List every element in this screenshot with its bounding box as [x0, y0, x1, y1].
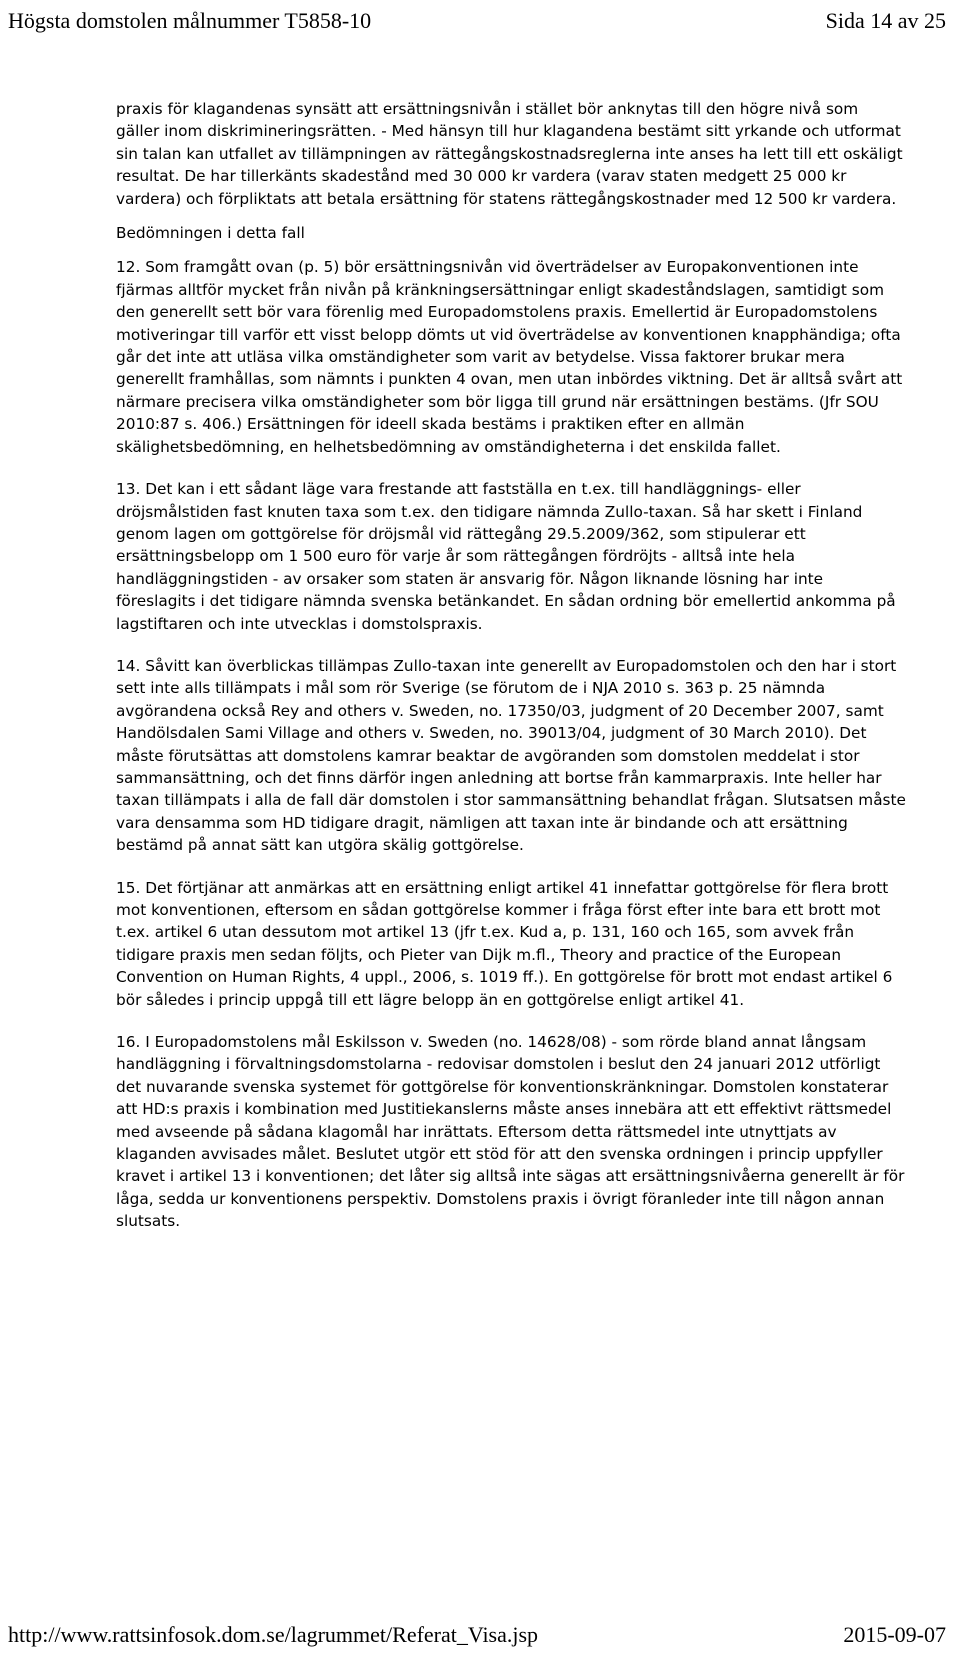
- paragraph-14: 14. Såvitt kan överblickas tillämpas Zullo-taxan inte generellt av Europadomstolen och den har i stort sett inte alls tillämpats i mål som rör Sverige (se förutom de i NJA 2010 s. 363 p. 25 nämnda avgörandena också Rey and others v. Sweden, no. 17350/03, judgment of 20 December 2007, samt Handölsdalen Sami Village and others v. Sweden, no. 39013/04, judgment of 30 March 2010). Det måste förutsättas att domstolens kamrar beaktar de avgöranden som domstolen meddelat i stor sammansättning, och det finns därför ingen anledning att bortse från kammarpraxis. Inte heller har taxan tillämpats i alla de fall där domstolen i stor sammansättning behandlat frågan. Slutsatsen måste vara densamma som HD tidigare dragit, nämligen att taxan inte är bindande och att ersättning bestämd på annat sätt kan utgöra skälig gottgörelse.: [116, 656, 906, 855]
- footer-date: 2015-09-07: [843, 1622, 946, 1647]
- paragraph-15: 15. Det förtjänar att anmärkas att en ersättning enligt artikel 41 innefattar gottgörelse för flera brott mot konventionen, eftersom en sådan gottgörelse kommer i fråga först efter inte bara ett brott mot t.ex. artikel 6 utan dessutom mot artikel 13 (jfr t.ex. Kud a, p. 131, 160 och 165, som avvek från tidigare praxis men sedan följts, och Pieter van Dijk m.fl., Theory and practice of the European Convention on Human Rights, 4 uppl., 2006, s. 1019 ff.). En gottgörelse för brott mot endast artikel 6 bör således i princip uppgå till ett lägre belopp än en gottgörelse enligt artikel 41.: [116, 878, 893, 1009]
- document-body: [116, 98, 906, 1233]
- page-number: Sida 14 av 25: [825, 8, 946, 33]
- paragraph-16: 16. I Europadomstolens mål Eskilsson v. Sweden (no. 14628/08) - som rörde bland annat långsam handläggning i förvaltningsdomstolarna - redovisar domstolen i beslut den 24 januari 2012 utförligt det nuvarande svenska systemet för gottgörelse för konventionskränkningar. Domstolen konstaterar att HD:s praxis i kombination med Justitiekanslerns måste anses innebära att ett effektivt rättsmedel med avseende på sådana klagomål har inrättats. Eftersom detta rättsmedel inte utnyttjats av klaganden avvisades målet. Beslutet utgör ett stöd för att den svenska ordningen i princip uppfyller kravet i artikel 13 i konventionen; det låter sig alltså inte sägas att ersättningsnivåerna generellt är för låga, sedda ur konventionens perspektiv. Domstolens praxis i övrigt föranleder inte till någon annan slutsats.: [116, 1033, 905, 1231]
- paragraph-13: 13. Det kan i ett sådant läge vara frestande att fastställa en t.ex. till handläggnings- eller dröjsmålstiden fast knuten taxa som t.ex. den tidigare nämnda Zullo-taxan. Så har skett i Finland genom lagen om gottgörelse för dröjsmål vid rättegång 29.5.2009/362, som stipulerar ett ersättningsbelopp om 1 500 euro för varje år som rättegången fördröjts - alltså inte hela handläggningstiden - av orsaker som staten är ansvarig för. Någon liknande lösning har inte föreslagits i det tidigare nämnda svenska betänkandet. En sådan ordning bör emellertid ankomma på lagstiftaren och inte utvecklas i domstolspraxis.: [116, 480, 896, 633]
- paragraph-intro: praxis för klagandenas synsätt att ersättningsnivån i stället bör anknytas till den högre nivå som gäller inom diskrimineringsrätten. - Med hänsyn till hur klagandena bestämt sitt yrkande och utformat sin talan kan utfallet av tillämpningen av rättegångskostnadsreglerna inte anses ha lett till ett oskäligt resultat. De har tillerkänts skadestånd med 30 000 kr vardera (varav staten medgett 25 000 kr vardera) och förpliktats att betala ersättning för statens rättegångskostnader med 12 500 kr vardera.: [116, 100, 903, 208]
- document-title: Högsta domstolen målnummer T5858-10: [8, 8, 372, 33]
- footer-url: http://www.rattsinfosok.dom.se/lagrummet/Referat_Visa.jsp: [8, 1622, 539, 1647]
- section-heading: Bedömningen i detta fall: [116, 224, 305, 243]
- paragraph-12: 12. Som framgått ovan (p. 5) bör ersättningsnivån vid överträdelser av Europakonventionen inte fjärmas alltför mycket från nivån på kränkningsersättningar enligt skadeståndslagen, samtidigt som den generellt sett bör vara förenlig med Europadomstolens praxis. Emellertid är Europadomstolens motiveringar till varför ett visst belopp dömts ut vid överträdelse av konventionen knapphändiga; ofta går det inte att utläsa vilka omständigheter som varit av betydelse. Vissa faktorer brukar mera generellt framhållas, som nämnts i punkten 4 ovan, men utan inbördes viktning. Det är alltså svårt att närmare precisera vilka omständigheter som bör ligga till grund när ersättningen bestäms. (Jfr SOU 2010:87 s. 406.) Ersättningen för ideell skada bestäms i praktiken efter en allmän skälighetsbedömning, en helhetsbedömning av omständigheterna i det enskilda fallet.: [116, 258, 903, 456]
